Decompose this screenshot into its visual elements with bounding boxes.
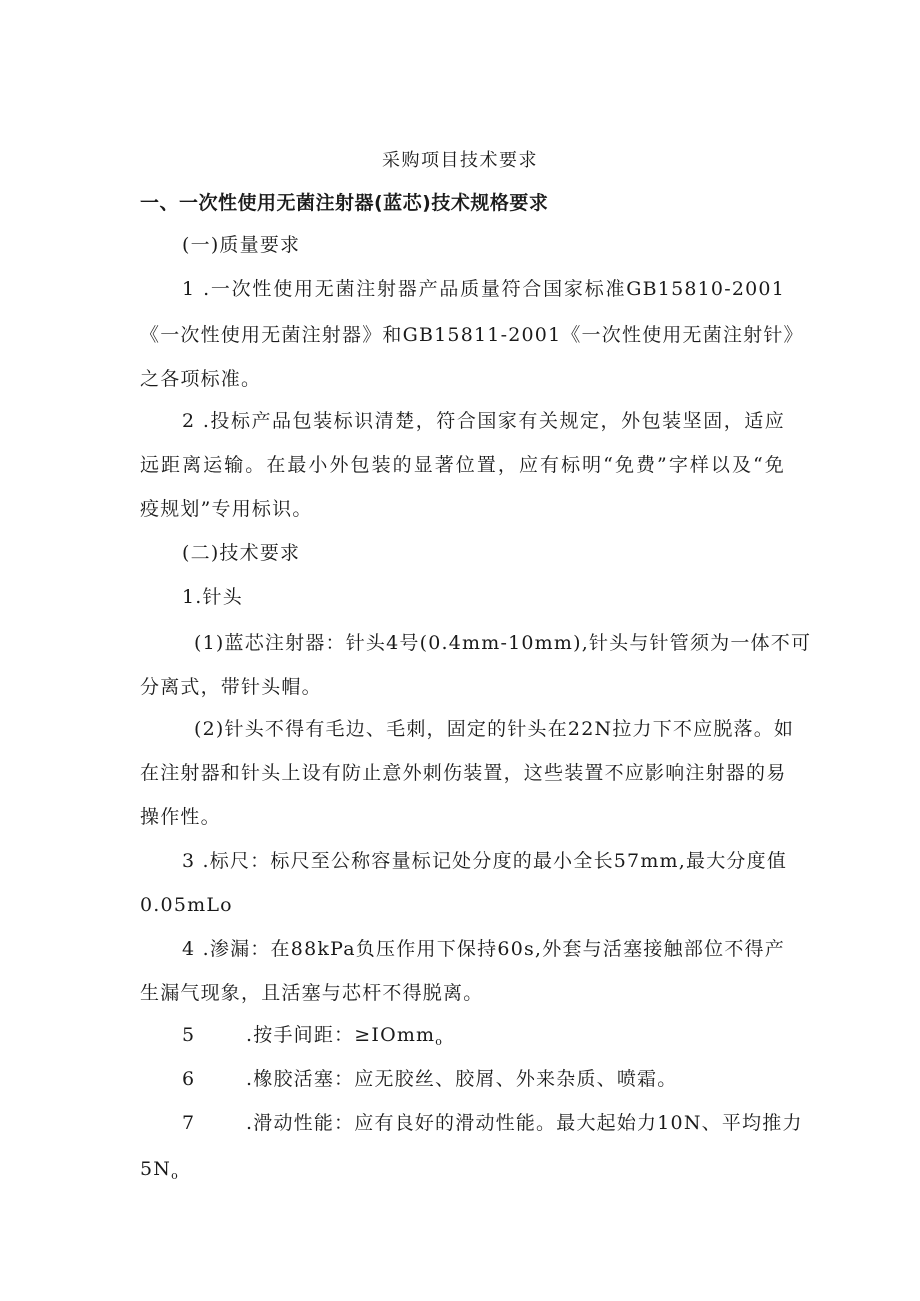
paragraph-2-line-1: 2 .投标产品包装标识清楚，符合国家有关规定，外包装坚固，适应 bbox=[182, 410, 785, 432]
item-5-subscript: o bbox=[435, 1035, 444, 1048]
section-heading: 一、一次性使用无菌注射器(蓝芯)技术规格要求 bbox=[140, 192, 549, 214]
item-3-line-1: 3 .标尺：标尺至公称容量标记处分度的最小全长57mm,最大分度值 bbox=[182, 850, 788, 872]
item-7-number: 7 bbox=[182, 1112, 196, 1134]
item-7-text: .滑动性能：应有良好的滑动性能。最大起始力10N、平均推力 bbox=[246, 1112, 803, 1134]
item-5-text bbox=[246, 1022, 785, 1055]
paragraph-1-line-1: 1 .一次性使用无菌注射器产品质量符合国家标准GB15810-2001 bbox=[182, 278, 785, 300]
item-6-text: .橡胶活塞：应无胶丝、胶屑、外来杂质、喷霜。 bbox=[246, 1068, 678, 1090]
item-1-2-line-2: 在注射器和针头上设有防止意外刺伤装置，这些装置不应影响注射器的易 bbox=[140, 762, 787, 784]
item-1-1-line-1: (1)蓝芯注射器：针头4号(0.4mm-10mm),针头与针管须为一体不可 bbox=[194, 632, 812, 654]
paragraph-1-line-3: 之各项标准。 bbox=[140, 368, 262, 390]
item-7-subscript: o bbox=[171, 1169, 179, 1182]
item-4-line-1: 4 .渗漏：在88kPa负压作用下保持60s,外套与活塞接触部位不得产 bbox=[182, 938, 785, 960]
item-7-line-2-main: 5N bbox=[140, 1158, 172, 1180]
subsection-heading-quality: (一)质量要求 bbox=[182, 234, 301, 256]
subsection-heading-technical: (二)技术要求 bbox=[182, 542, 301, 564]
item-3-line-2: 0.05mLo bbox=[140, 894, 233, 916]
paragraph-1-line-2: 《一次性使用无菌注射器》和GB15811-2001《一次性使用无菌注射针》 bbox=[140, 324, 804, 346]
item-1-heading: 1.针头 bbox=[182, 586, 243, 608]
page-title: 采购项目技术要求 bbox=[382, 150, 538, 171]
paragraph-2-line-3: 疫规划”专用标识。 bbox=[140, 498, 313, 520]
item-5-text-main: .按手间距：≥IOmm bbox=[246, 1024, 436, 1046]
item-1-2-line-3: 操作性。 bbox=[140, 806, 221, 828]
item-5-number: 5 bbox=[182, 1024, 196, 1046]
item-7-line-2 bbox=[140, 1156, 785, 1189]
item-1-1-line-2: 分离式，带针头帽。 bbox=[140, 676, 322, 698]
paragraph-2-line-2: 远距离运输。在最小外包装的显著位置，应有标明“免费”字样以及“免 bbox=[140, 454, 785, 476]
item-1-2-line-1: (2)针头不得有毛边、毛刺，固定的针头在22N拉力下不应脱落。如 bbox=[194, 718, 795, 740]
item-4-line-2: 生漏气现象，且活塞与芯杆不得脱离。 bbox=[140, 982, 484, 1004]
item-6-number: 6 bbox=[182, 1068, 196, 1090]
